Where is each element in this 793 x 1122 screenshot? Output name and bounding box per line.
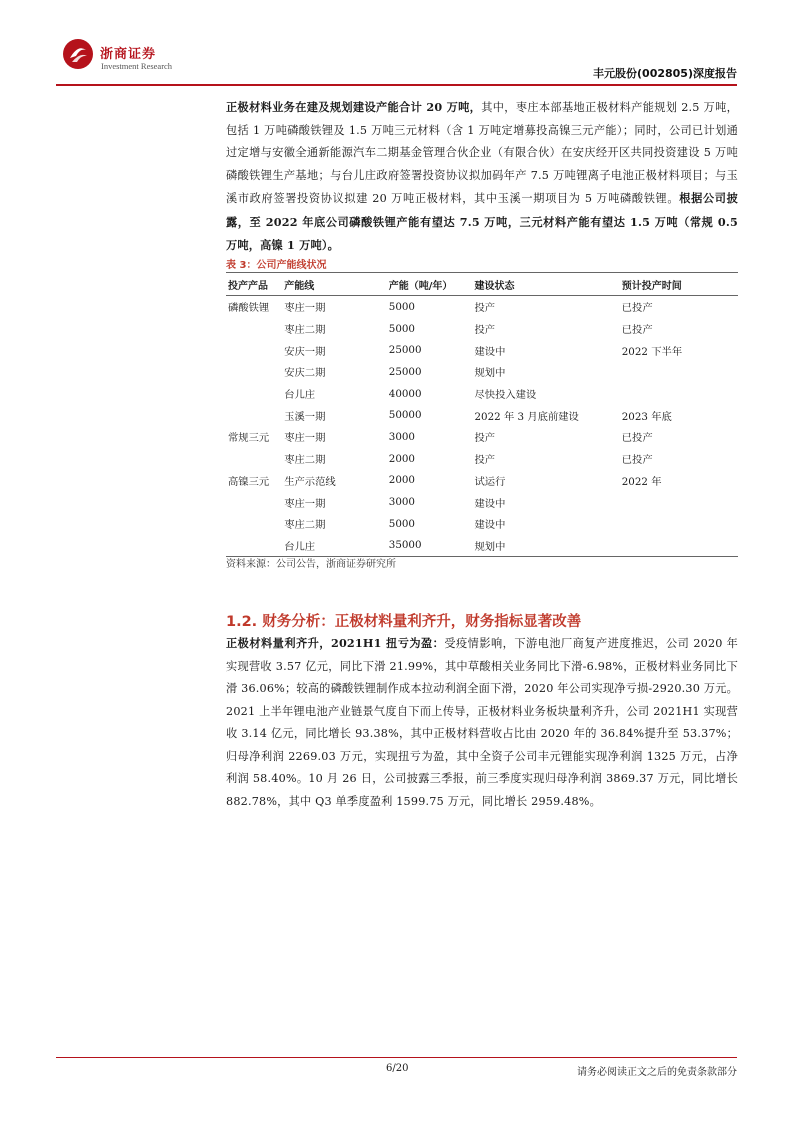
table-row (226, 339, 738, 361)
table-cell: 建设中 (474, 519, 506, 532)
table-cell: 台儿庄 (282, 535, 387, 557)
table-cell: 3000 (388, 430, 415, 443)
logo-mark-icon (62, 38, 94, 70)
table-row (226, 296, 738, 318)
table-cell (620, 535, 738, 557)
table-source: 资料来源：公司公告，浙商证券研究所 (226, 559, 396, 570)
table-cell: 投产 (474, 432, 496, 445)
table-cell: 已投产 (621, 432, 653, 445)
table-cell: 40000 (388, 387, 422, 400)
table-cell: 建设中 (474, 497, 506, 510)
table-cell (226, 318, 282, 340)
table-cell: 2022 年 3 月底前建设 (474, 410, 579, 423)
table-cell: 5000 (388, 517, 415, 530)
table-cell: 台儿庄 (284, 389, 316, 402)
table-cell: 3000 (388, 496, 415, 509)
table-cell (620, 491, 738, 513)
table-row (226, 448, 738, 470)
table-cell: 5000 (388, 322, 415, 335)
company-logo (56, 30, 176, 76)
table-cell: 25000 (388, 344, 422, 357)
table-cell: 投产 (474, 324, 496, 337)
table-cell (226, 404, 282, 426)
intro-paragraph (226, 96, 738, 258)
header-divider (56, 84, 737, 86)
logo-text-en: Investment Research (101, 61, 173, 71)
table-cell: 已投产 (621, 324, 653, 337)
logo-text-cn: 浙商证券 (100, 47, 157, 62)
intro-body: 其中，枣庄本部基地正极材料产能规划 2.5 万吨，包括 1 万吨磷酸铁锂及 1.5 万吨三元材料（含 1 万吨定增募投高镍三元产能）；同时，公司已计划通过定增与安徽全通新能源汽车二期基金管理合伙企业（有限合伙）在安庆经开区共同投资建设 5 万吨磷酸铁锂生产基地；与台儿庄政府签署投资协议拟加码年产 7.5 万吨锂离子电池正极材料项目；与玉溪市政府签署投资协议拟建 20 万吨正极材料，其中玉溪一期项目为 5 万吨磷酸铁锂。 (226, 101, 738, 205)
table-cell: 已投产 (621, 302, 653, 315)
footer-divider (56, 1057, 737, 1058)
table-cell (226, 513, 282, 535)
table-cell: 规划中 (472, 535, 619, 557)
table-cell: 安庆二期 (284, 367, 326, 380)
table-cell: 枣庄二期 (284, 454, 326, 467)
table-cell (226, 535, 282, 557)
table-header-cell: 投产产品 (226, 273, 282, 296)
table-row (226, 491, 738, 513)
table-cell (226, 383, 282, 405)
table-row (226, 470, 738, 492)
page-header (56, 30, 737, 82)
page-number: 6/20 (386, 1063, 409, 1074)
table-cell (226, 339, 282, 361)
table-row (226, 404, 738, 426)
table-cell: 试运行 (474, 475, 506, 488)
table-header-cell: 产能线 (282, 273, 387, 296)
table-cell: 2000 (388, 474, 415, 487)
table-cell: 25000 (388, 365, 422, 378)
table-header-cell: 建设状态 (472, 273, 619, 296)
table-cell: 已投产 (621, 454, 653, 467)
table-cell: 2000 (388, 452, 415, 465)
table-cell: 玉溪一期 (284, 410, 326, 423)
table-cell: 5000 (388, 300, 415, 313)
section-bold-lead: 正极材料量利齐升，2021H1 扭亏为盈： (226, 636, 445, 650)
table-caption: 表 3：公司产能线状况 (226, 260, 327, 271)
table-cell (620, 361, 738, 383)
table-header-cell: 产能（吨/年） (387, 273, 473, 296)
table-cell: 建设中 (474, 345, 506, 358)
table-cell: 规划中 (474, 367, 506, 380)
table-cell: 2023 年底 (621, 410, 672, 423)
table-cell: 常规三元 (228, 432, 270, 445)
section-title: 1.2. 财务分析：正极材料量利齐升，财务指标显著改善 (226, 614, 582, 630)
table-cell: 35000 (387, 535, 473, 557)
table-cell: 磷酸铁锂 (228, 302, 270, 315)
table-cell: 生产示范线 (284, 475, 336, 488)
table-row (226, 383, 738, 405)
capacity-table (226, 272, 738, 557)
table-row (226, 426, 738, 448)
table-row (226, 513, 738, 535)
table-cell (620, 513, 738, 535)
table-cell: 枣庄一期 (284, 497, 326, 510)
table-cell (226, 361, 282, 383)
table-cell: 50000 (388, 409, 422, 422)
intro-bold-tail: 根据公司披露，至 2022 年底公司磷酸铁锂产能有望达 7.5 万吨，三元材料产能有望达 1.5 万吨（常规 0.5 万吨，高镍 1 万吨）。 (226, 191, 738, 252)
table-cell: 2022 下半年 (621, 345, 683, 358)
table-cell (226, 491, 282, 513)
table-cell: 枣庄一期 (284, 302, 326, 315)
table-cell: 枣庄二期 (284, 519, 326, 532)
table-cell: 投产 (474, 454, 496, 467)
table-cell (620, 383, 738, 405)
table-cell: 2022 年 (621, 475, 662, 488)
section-paragraph (226, 632, 738, 813)
table-row (226, 535, 738, 557)
table-header-cell: 预计投产时间 (620, 273, 738, 296)
table-cell: 安庆一期 (284, 345, 326, 358)
table-cell: 投产 (474, 302, 496, 315)
table-cell: 尽快投入建设 (474, 389, 537, 402)
disclaimer-note: 请务必阅读正文之后的免责条款部分 (577, 1067, 737, 1078)
report-title: 丰元股份(002805)深度报告 (593, 67, 737, 80)
table-row (226, 361, 738, 383)
table-row (226, 318, 738, 340)
table-header-row (226, 273, 738, 296)
intro-bold-lead: 正极材料业务在建及规划建设产能合计 20 万吨， (226, 100, 482, 114)
section-body: 受疫情影响，下游电池厂商复产进度推迟，公司 2020 年实现营收 3.57 亿元，同比下滑 21.99%，其中草酸相关业务同比下滑-6.98%，正极材料业务同比下滑 36.06%；较高的磷酸铁锂制作成本拉动利润全面下滑，2020 年公司实现净亏损-2920.30 万元。2021 上半年锂电池产业链景气度自下而上传导，正极材料业务板块量利齐升，公司 2021H1 实现营收 3.14 亿元，同比增长 93.38%，其中正极材料营收占比由 2020 年的 36.84%提升至 53.37%；归母净利润 2269.03 万元，实现扭亏为盈，其中全资子公司丰元锂能实现净利润 1325 万元，占净利润 58.40%。10 月 26 日，公司披露三季报，前三季度实现归母净利润 3869.37 万元，同比增长 882.78%，其中 Q3 单季度盈利 1599.75 万元，同比增长 2959.48%。 (226, 637, 739, 808)
table-cell: 高镍三元 (228, 475, 270, 488)
table-cell (226, 448, 282, 470)
table-cell: 枣庄一期 (284, 432, 326, 445)
table-cell: 枣庄二期 (284, 324, 326, 337)
